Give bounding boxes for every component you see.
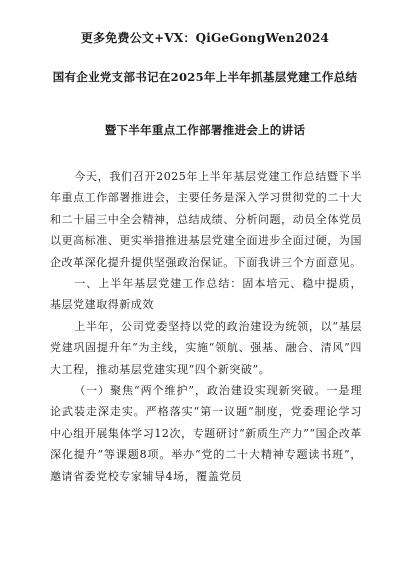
- document-title-line-1: 国有企业党支部书记在2025年上半年抓基层党建工作总结: [52, 70, 358, 84]
- paragraph-section-1: 上半年，公司党委坚持以党的政治建设为统领，以“基层党建巩固提升年”为主线，实施“领航、强基、融合、清风”四大工程，推动基层党建实现“四个新突破”。: [50, 319, 362, 376]
- body-text: [50, 166, 362, 487]
- page-header: 更多免费公文+VX：QiGeGongWen2024: [80, 31, 330, 45]
- document-title-line-2: 暨下半年重点工作部署推进会上的讲话: [104, 123, 306, 137]
- paragraph-intro: 今天，我们召开2025年上半年基层党建工作总结暨下半年重点工作部署推进会，主要任务是深入学习贯彻党的二十大和二十届三中全会精神，总结成绩、分析问题，动员全体党员以更高标准、更实举措推进基层党建全面进步全面过硬，为国企改革深化提升提供坚强政治保证。下面我讲三个方面意见。: [50, 170, 362, 269]
- paragraph-subsection-1: （一）聚焦“两个维护”，政治建设实现新突破。一是理论武装走深走实。严格落实“第一议题”制度，党委理论学习中心组开展集体学习12次，专题研讨“新质生产力”“国企改革深化提升”等课题8项。举办“党的二十大精神专题读书班”，邀请省委党校专家辅导4场，覆盖党员: [50, 384, 362, 483]
- section-heading-1: 一、上半年基层党建工作总结：固本培元、稳中提质，基层党建取得新成效: [50, 277, 362, 312]
